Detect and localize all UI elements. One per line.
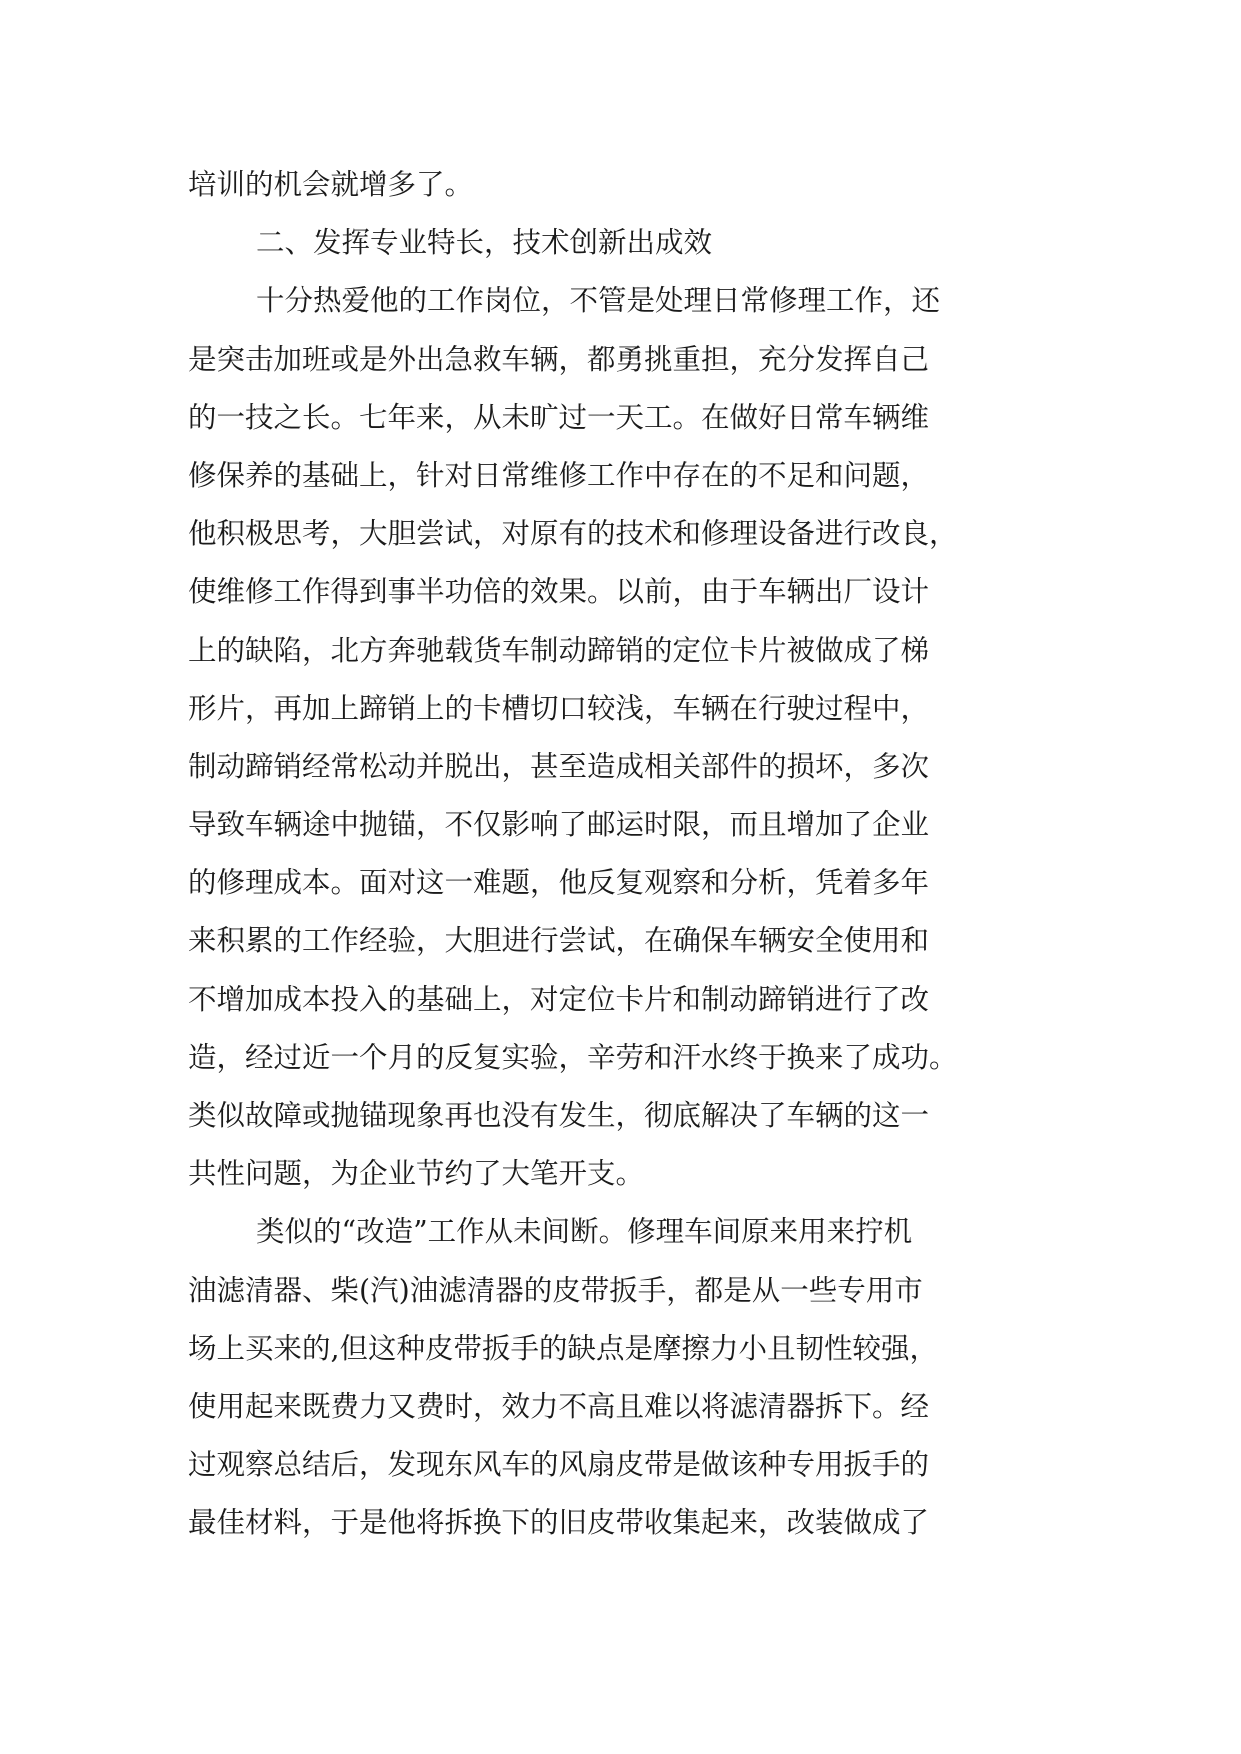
text-line: 制动蹄销经常松动并脱出，甚至造成相关部件的损坏，多次 <box>188 749 930 783</box>
text-line: 培训的机会就增多了。 <box>188 168 474 201</box>
paragraph-first-line: 十分热爱他的工作岗位，不管是处理日常修理工作，还 <box>256 284 941 318</box>
body-text <box>188 156 1068 1553</box>
text-line: 的一技之长。七年来，从未旷过一天工。在做好日常车辆维 <box>188 400 930 434</box>
text-line: 类似故障或抛锚现象再也没有发生，彻底解决了车辆的这一 <box>188 1099 930 1132</box>
text-line: 使维修工作得到事半功倍的效果。以前，由于车辆出厂设计 <box>188 575 930 609</box>
text-line: 他积极思考，大胆尝试，对原有的技术和修理设备进行改良， <box>188 517 958 551</box>
text-line: 场上买来的,但这种皮带扳手的缺点是摩擦力小且韧性较强， <box>188 1331 939 1365</box>
text-line: 形片，再加上蹄销上的卡槽切口较浅，车辆在行驶过程中， <box>188 691 930 725</box>
paragraph-first-line: 类似的“改造”工作从未间断。修理车间原来用来拧机 <box>256 1215 913 1249</box>
text-line: 的修理成本。面对这一难题，他反复观察和分析，凭着多年 <box>188 866 930 900</box>
text-line: 上的缺陷，北方奔驰载货车制动蹄销的定位卡片被做成了梯 <box>188 633 930 667</box>
text-line: 是突击加班或是外出急救车辆，都勇挑重担，充分发挥自己 <box>188 342 930 376</box>
text-line: 使用起来既费力又费时，效力不高且难以将滤清器拆下。经 <box>188 1389 930 1423</box>
text-line: 过观察总结后，发现东风车的风扇皮带是做该种专用扳手的 <box>188 1448 930 1482</box>
text-line: 最佳材料，于是他将拆换下的旧皮带收集起来，改装做成了 <box>188 1506 930 1540</box>
section-heading: 二、发挥专业特长，技术创新出成效 <box>256 226 713 260</box>
text-line: 共性问题，为企业节约了大笔开支。 <box>188 1157 645 1191</box>
text-line: 来积累的工作经验，大胆进行尝试，在确保车辆安全使用和 <box>188 924 930 958</box>
text-line: 不增加成本投入的基础上，对定位卡片和制动蹄销进行了改 <box>188 982 930 1016</box>
text-line: 修保养的基础上，针对日常维修工作中存在的不足和问题， <box>188 458 930 492</box>
text-line: 造，经过近一个月的反复实验，辛劳和汗水终于换来了成功。 <box>188 1040 958 1074</box>
text-line: 油滤清器、柴(汽)油滤清器的皮带扳手，都是从一些专用市 <box>188 1273 923 1307</box>
text-line: 导致车辆途中抛锚，不仅影响了邮运时限，而且增加了企业 <box>188 808 930 842</box>
